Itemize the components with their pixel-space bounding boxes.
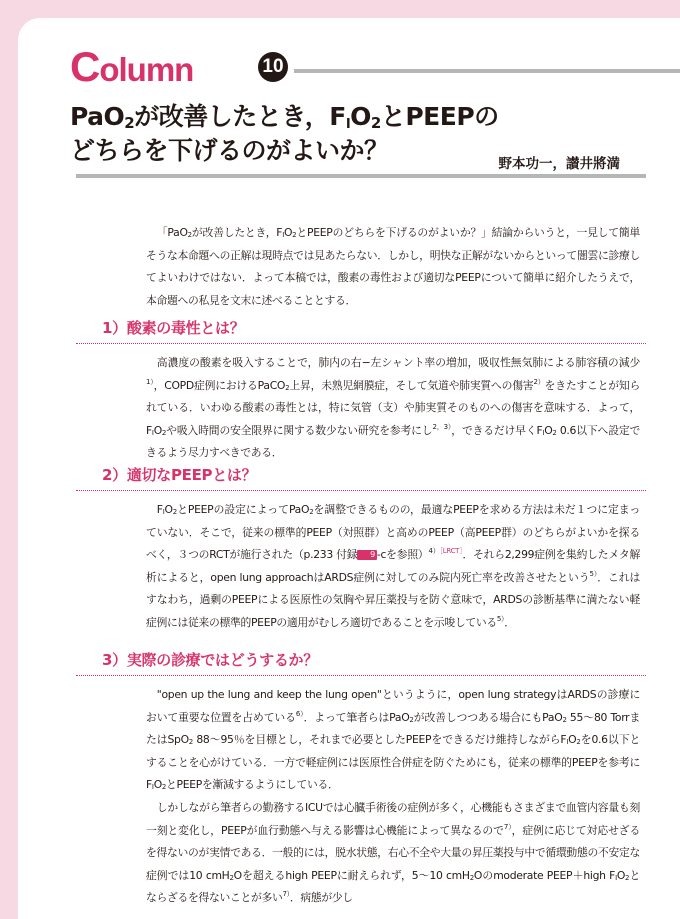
section-3-heading: 3）実際の診療ではどうするか？ xyxy=(76,650,648,676)
column-label: Column xyxy=(70,43,194,90)
section-1-body: 高濃度の酸素を吸入することで，肺内の右−左シャント率の増加，吸収性無気肺による肺容積の減少$^{1)}$，COPD症例におけるPaCO$_2$上昇，未熟児網膜症，そして気道や肺実質への傷害$^{2)}$をきたすことが知られている．いわゆる酸素の毒性とは，特に気管（支）や肺実質そのものへの傷害を意味する．よって，$F_IO_2$や吸入時間の安全限界に関する数少ない研究を参考にし$^{2,3)}$，できるだけ早く$F_IO_2$ 0.6以下へ設定できるよう尽力すべきである． xyxy=(146,356,641,460)
section-1-rule xyxy=(76,343,646,344)
section-2-body: $F_IO_2$とPEEPの設定によってPaO$_2$を調整できるものの，最適なPEEPを求める方法は未だ１つに定まっていない．そこで，従来の標準的PEEP（対照群）と高めのPEEP（高PEEP群）のどちらがよいかを探るべく，３つのRCTが施行された（p.233 付録 9 -cを参照）$^{4)[LRCT]}$．それら2,299症例を集約したメタ解析によると，open lung approachはARDS症例に対してのみ院内死亡率を改善させたという$^{5)}$．これはすなわち，過剰のPEEPによる医原性の気胸や昇圧薬投与を防ぐ意味で，ARDSの診断基準に満たない軽症例には従来の標準的PEEPの適用がむしろ適切であることを示唆している$^{5)}$． xyxy=(146,503,640,629)
section-2-rule xyxy=(76,490,646,491)
section-1-heading: 1）酸素の毒性とは？ xyxy=(76,318,648,344)
title-rule xyxy=(76,174,646,178)
intro-paragraph: 「PaO$_2$が改善したとき，$F_IO_2$とPEEPのどちらを下げるのがよいか？」結論からいうと，一見して簡単そうな本命題への正解は現時点では見あたらない．しかし，明快な正解がないからといって闇雲に診療してよいわけではない．よって本稿では，酸素の毒性および適切なPEEPについて簡単に紹介したうえで，本命題への私見を文末に述べることとする． xyxy=(146,226,640,307)
authors: 野本功一，讃井將満 xyxy=(498,156,620,172)
section-3-paragraph-2: しかしながら筆者らの勤務するICUでは心臓手術後の症例が多く，心機能もさまざまで血管内容量も刻一刻と変化し，PEEPが血行動態へ与える影響は心機能によって異なるので$^{7)}$，症例に応じて対応せざるを得ないのが実情である．一般的には，脱水状態，右心不全や大量の昇圧薬投与中で循環動態の不安定な症例では10 cmH$_2$Oを超えるhigh PEEPに耐えられず，5〜10 cmH$_2$Oのmoderate PEEP＋high $F_IO_2$とならざるを得ないことが多い$^{7)}$．病態が少し xyxy=(146,800,641,905)
section-3-paragraph-1: "open up the lung and keep the lung open"というように，open lung strategyはARDSの診療において重要な位置を占めている$^{6)}$．よって筆者らはPaO$_2$が改善しつつある場合にもPaO$_2$ 55〜80 TorrまたはSpO$_2$ 88〜95％を目標とし，それまで必要としたPEEPをできるだけ維持しながら$F_IO_2$を0.6以下とすることを心がけている．一方で軽症例には医原性合併症を防ぐためにも，従来の標準的PEEPを参考に$F_IO_2$とPEEPを漸減するようにしている． xyxy=(146,688,641,792)
page xyxy=(18,18,680,919)
header-rule xyxy=(294,69,680,73)
article-title xyxy=(70,100,510,168)
section-2-heading: 2）適切なPEEPとは？ xyxy=(76,465,648,491)
evidence-level-tag: ［LRCT］ xyxy=(439,547,463,556)
title-line-2: どちらを下げるのがよいか？ xyxy=(70,136,389,165)
title-line-1: PaO$_2$が改善したとき，$F_IO_2$とPEEPの xyxy=(70,102,499,132)
column-number-badge: 10 xyxy=(258,52,288,82)
section-3-body xyxy=(146,684,640,910)
appendix-ref-badge[interactable]: 9 xyxy=(357,550,377,560)
section-3-rule xyxy=(76,675,646,676)
